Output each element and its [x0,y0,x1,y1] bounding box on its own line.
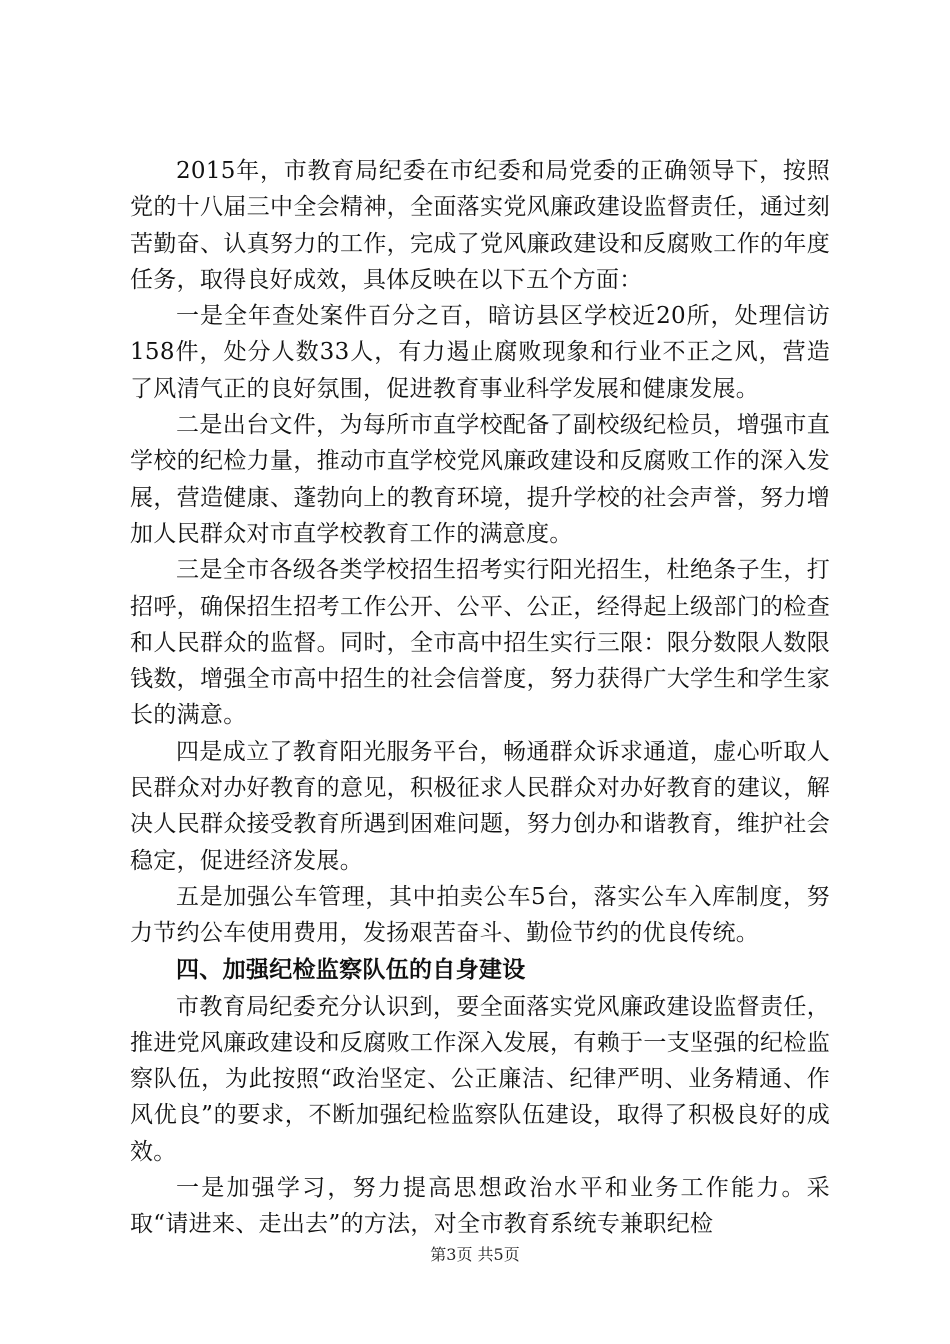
document-body [130,153,830,1243]
section-heading: 四、加强纪检监察队伍的自身建设 [176,956,526,983]
paragraph-item-5: 五是加强公车管理，其中拍卖公车5台，落实公车入库制度，努力节约公车使用费用，发扬艰苦奋斗、勤俭节约的优良传统。 [130,883,830,947]
paragraph-intro: 2015年，市教育局纪委在市纪委和局党委的正确领导下，按照党的十八届三中全会精神，全面落实党风廉政建设监督责任，通过刻苦勤奋、认真努力的工作，完成了党风廉政建设和反腐败工作的年度任务，取得良好成效，具体反映在以下五个方面： [130,158,830,293]
paragraph-section-intro: 市教育局纪委充分认识到，要全面落实党风廉政建设监督责任，推进党风廉政建设和反腐败工作深入发展，有赖于一支坚强的纪检监察队伍，为此按照“政治坚定、公正廉洁、纪律严明、业务精通、作风优良”的要求，不断加强纪检监察队伍建设，取得了积极良好的成效。 [130,993,830,1165]
paragraph-item-4: 四是成立了教育阳光服务平台，畅通群众诉求通道，虚心听取人民群众对办好教育的意见，积极征求人民群众对办好教育的建议，解决人民群众接受教育所遇到困难问题，努力创办和谐教育，维护社会稳定，促进经济发展。 [130,738,830,874]
paragraph-item-2: 二是出台文件，为每所市直学校配备了副校级纪检员，增强市直学校的纪检力量，推动市直学校党风廉政建设和反腐败工作的深入发展，营造健康、蓬勃向上的教育环境，提升学校的社会声誉，努力增加人民群众对市直学校教育工作的满意度。 [130,412,830,547]
page-footer: 第3页 共5页 [430,1245,520,1264]
paragraph-item-1: 一是全年查处案件百分之百，暗访县区学校近20所，处理信访158件，处分人数33人，有力遏止腐败现象和行业不正之风，营造了风清气正的良好氛围，促进教育事业科学发展和健康发展。 [130,303,830,402]
paragraph-item-3: 三是全市各级各类学校招生招考实行阳光招生，杜绝条子生，打招呼，确保招生招考工作公开、公平、公正，经得起上级部门的检查和人民群众的监督。同时，全市高中招生实行三限：限分数限人数限钱数，增强全市高中招生的社会信誉度，努力获得广大学生和学生家长的满意。 [130,557,830,729]
paragraph-section-item-1: 一是加强学习，努力提高思想政治水平和业务工作能力。采取“请进来、走出去”的方法，对全市教育系统专兼职纪检 [130,1175,830,1238]
